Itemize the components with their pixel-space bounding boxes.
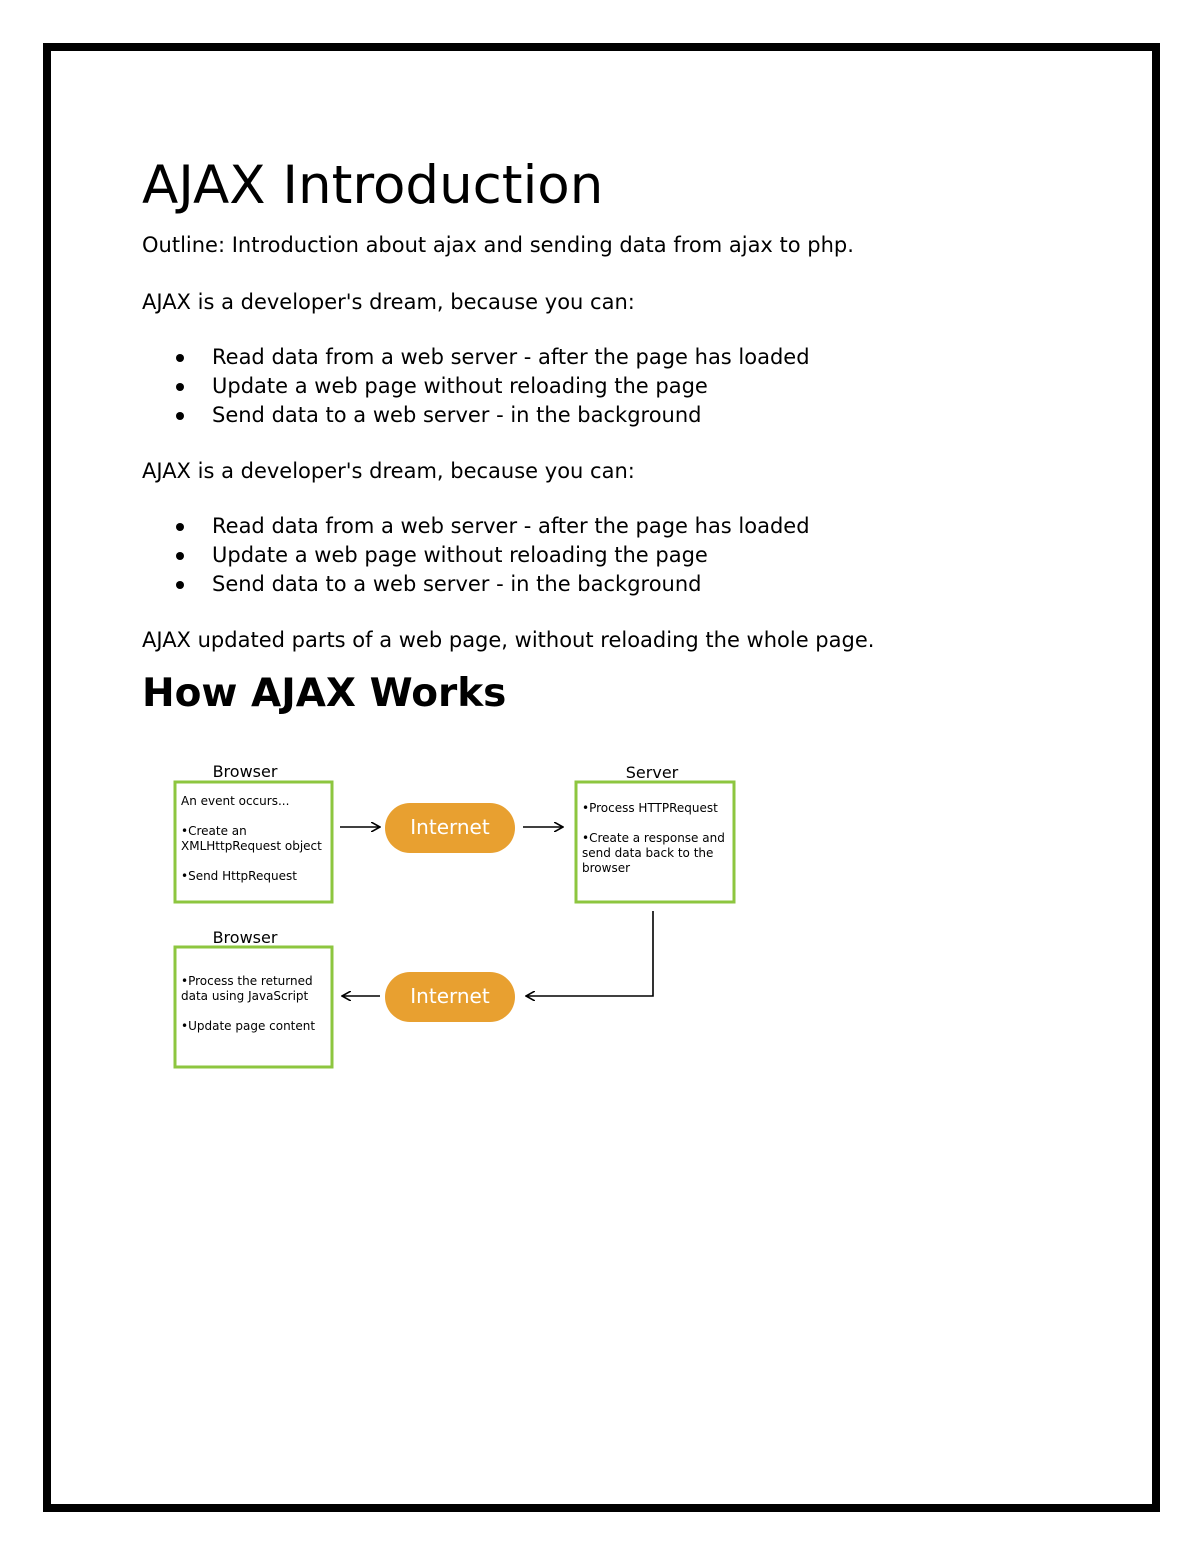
bullet-icon bbox=[176, 354, 184, 362]
browser-top-label: Browser bbox=[212, 762, 278, 781]
list-item bbox=[142, 401, 810, 430]
section1-intro: AJAX is a developer's dream, because you can: bbox=[142, 290, 635, 314]
list-item-text: Send data to a web server - in the background bbox=[212, 572, 702, 596]
list-item-text: Read data from a web server - after the page has loaded bbox=[212, 345, 810, 369]
list-item bbox=[142, 512, 810, 541]
browser-top-line: XMLHttpRequest object bbox=[181, 839, 322, 853]
list-item bbox=[142, 343, 810, 372]
arrow-server-to-internet bbox=[526, 911, 653, 996]
browser-top-line: •Send HttpRequest bbox=[181, 869, 297, 883]
list-item bbox=[142, 570, 810, 599]
browser-bottom-label: Browser bbox=[212, 928, 278, 947]
section2-bullet-list bbox=[142, 512, 810, 599]
summary-text: AJAX updated parts of a web page, without reloading the whole page. bbox=[142, 628, 875, 652]
server-line: •Create a response and bbox=[582, 831, 725, 845]
server-label: Server bbox=[625, 763, 679, 782]
browser-top-line: An event occurs... bbox=[181, 794, 290, 808]
list-item-text: Update a web page without reloading the page bbox=[212, 543, 708, 567]
browser-bottom-line: •Process the returned bbox=[181, 974, 313, 988]
bullet-icon bbox=[176, 552, 184, 560]
browser-bottom-line: •Update page content bbox=[181, 1019, 316, 1033]
how-ajax-works-heading: How AJAX Works bbox=[142, 671, 507, 716]
bullet-icon bbox=[176, 523, 184, 531]
how-ajax-works-diagram bbox=[170, 755, 750, 1085]
list-item-text: Send data to a web server - in the background bbox=[212, 403, 702, 427]
bullet-icon bbox=[176, 383, 184, 391]
section1-bullet-list bbox=[142, 343, 810, 430]
list-item bbox=[142, 372, 810, 401]
internet-bottom-label: Internet bbox=[410, 984, 490, 1008]
browser-bottom-line: data using JavaScript bbox=[181, 989, 309, 1003]
list-item-text: Read data from a web server - after the page has loaded bbox=[212, 514, 810, 538]
bullet-icon bbox=[176, 412, 184, 420]
section2-intro: AJAX is a developer's dream, because you can: bbox=[142, 459, 635, 483]
server-line: send data back to the bbox=[582, 846, 714, 860]
browser-top-line: •Create an bbox=[181, 824, 247, 838]
outline-text: Outline: Introduction about ajax and sending data from ajax to php. bbox=[142, 233, 854, 257]
browser-bottom-box bbox=[175, 947, 332, 1067]
bullet-icon bbox=[176, 581, 184, 589]
list-item-text: Update a web page without reloading the page bbox=[212, 374, 708, 398]
server-line: •Process HTTPRequest bbox=[582, 801, 718, 815]
list-item bbox=[142, 541, 810, 570]
page-title: AJAX Introduction bbox=[142, 155, 604, 216]
internet-top-label: Internet bbox=[410, 815, 490, 839]
server-line: browser bbox=[582, 861, 631, 875]
